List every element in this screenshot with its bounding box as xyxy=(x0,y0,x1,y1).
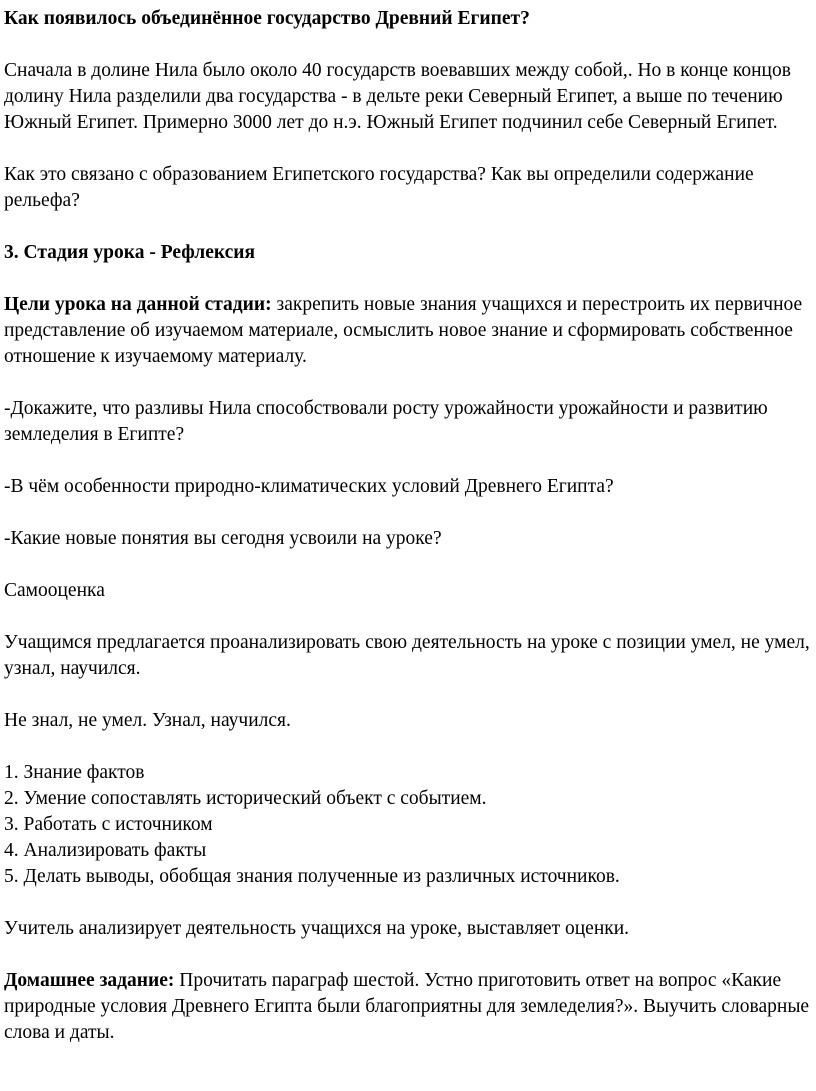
paragraph-question: Как это связано с образованием Египетского государства? Как вы определили содержание рельефа? xyxy=(4,164,754,211)
paragraph-teacher: Учитель анализирует деятельность учащихся на уроке, выставляет оценки. xyxy=(4,918,630,939)
list-item: 5. Делать выводы, обобщая знания полученные из различных источников. xyxy=(4,866,620,887)
goals-label: Цели урока на данной стадии: xyxy=(4,294,272,315)
list-item: 2. Умение сопоставлять исторический объект с событием. xyxy=(4,788,487,809)
question-3: -Какие новые понятия вы сегодня усвоили на уроке? xyxy=(4,528,442,549)
goals-paragraph xyxy=(4,292,812,370)
skills-list xyxy=(4,760,812,890)
list-item: 1. Знание фактов xyxy=(4,762,145,783)
self-assessment-label: Самооценка xyxy=(4,580,105,601)
question-2: -В чём особенности природно-климатических условий Древнего Египта? xyxy=(4,476,614,497)
document-heading: Как появилось объединённое государство Древний Египет? xyxy=(4,8,530,29)
list-item: 3. Работать с источником xyxy=(4,814,213,835)
list-item: 4. Анализировать факты xyxy=(4,840,207,861)
homework-paragraph xyxy=(4,968,812,1046)
paragraph-intro: Сначала в долине Нила было около 40 государств воевавших между собой,. Но в конце концов долину Нила разделили два государства - в дельте реки Северный Египет, а выше по течению Южный Египет. Примерно 3000 лет до н.э. Южный Египет подчинил себе Северный Египет. xyxy=(4,60,791,133)
goals-text: закрепить новые знания учащихся и перестроить их первичное представление об изучаемом материале, осмыслить новое знание и сформировать собственное отношение к изучаемому материалу. xyxy=(4,294,803,367)
question-1: -Докажите, что разливы Нила способствовали росту урожайности урожайности и развитию земледелия в Египте? xyxy=(4,398,768,445)
stage-heading: 3. Стадия урока - Рефлексия xyxy=(4,242,256,263)
paragraph-knew: Не знал, не умел. Узнал, научился. xyxy=(4,710,291,731)
homework-label: Домашнее задание: xyxy=(4,970,175,991)
homework-text: Прочитать параграф шестой. Устно приготовить ответ на вопрос «Какие природные условия Древнего Египта были благоприятны для земледелия?». Выучить словарные слова и даты. xyxy=(4,970,810,1043)
paragraph-analysis: Учащимся предлагается проанализировать свою деятельность на уроке с позиции умел, не умел, узнал, научился. xyxy=(4,632,810,679)
